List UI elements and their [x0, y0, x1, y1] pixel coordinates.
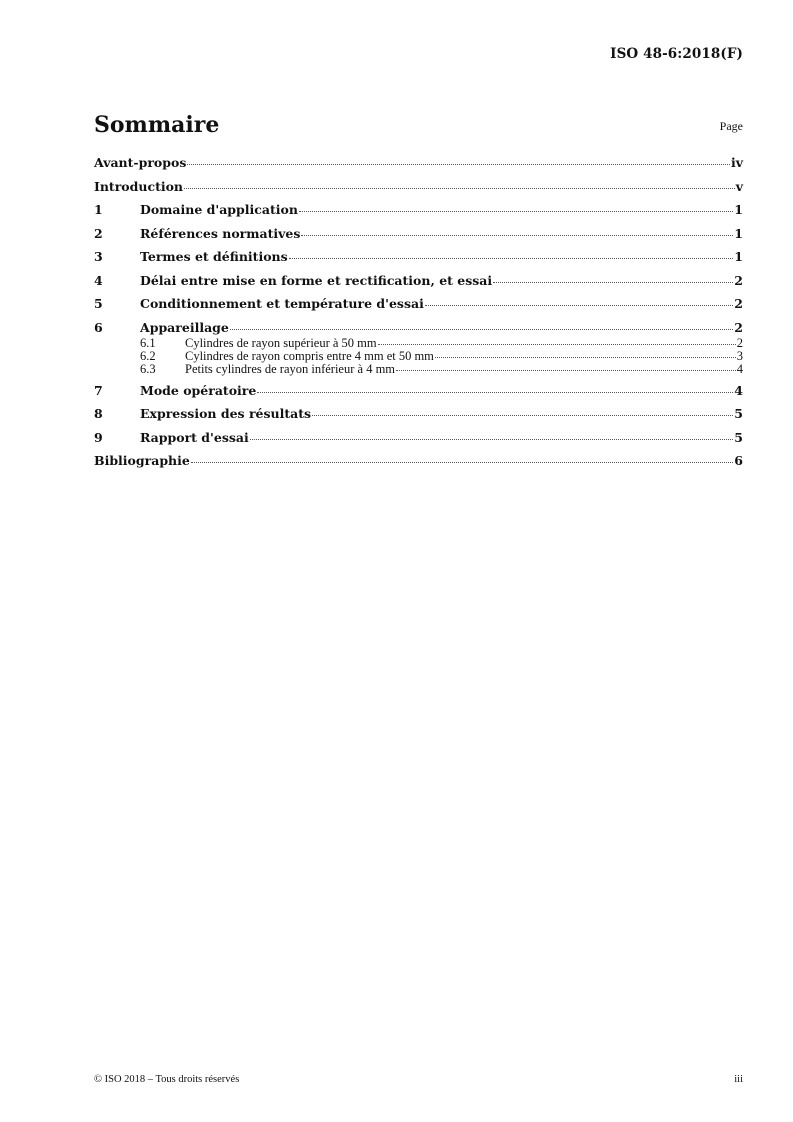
dot-leader	[378, 344, 736, 345]
toc-entry-2[interactable]	[94, 225, 743, 243]
toc-subentry-label: Cylindres de rayon supérieur à 50 mm	[185, 335, 377, 350]
toc-subentry-6-3[interactable]	[94, 363, 743, 376]
toc-entry-number: 5	[94, 296, 103, 311]
dot-leader	[184, 188, 735, 189]
toc-subentry-6-2[interactable]	[94, 350, 743, 363]
footer-page-number: iii	[734, 1074, 743, 1085]
toc-subentry-number: 6.3	[140, 362, 156, 377]
toc-subentry-page: 2	[736, 335, 743, 350]
toc-entry-number: 1	[94, 202, 103, 217]
toc-entry-label: Conditionnement et température d'essai	[140, 296, 424, 311]
dot-leader	[250, 439, 734, 440]
toc-entry-label: Mode opératoire	[140, 382, 257, 398]
toc-subentry-page: 3	[736, 348, 743, 363]
toc-entry-number: 4	[94, 272, 103, 288]
toc-entry-label: Domaine d'application	[140, 202, 298, 217]
dot-leader	[435, 357, 736, 358]
toc-entry-number: 7	[94, 382, 103, 398]
toc-entry-bibliographie[interactable]	[94, 452, 743, 470]
page-column-label: Page	[719, 119, 743, 133]
dot-leader	[396, 370, 736, 371]
toc-entry-5[interactable]	[94, 295, 743, 313]
toc-entry-introduction[interactable]	[94, 178, 743, 196]
toc-subentry-number: 6.2	[140, 348, 156, 363]
dot-leader	[312, 415, 733, 416]
toc-entry-label: Introduction	[94, 178, 184, 194]
toc-entry-label: Expression des résultats	[140, 406, 312, 422]
toc-entry-page: 5	[734, 429, 743, 445]
toc-entry-label: Bibliographie	[94, 453, 190, 469]
toc-subentry-page: 4	[736, 362, 743, 377]
document-id: ISO 48-6:2018(F)	[610, 46, 743, 62]
toc-entry-label: Appareillage	[140, 319, 229, 335]
toc-entry-page: 2	[734, 319, 743, 335]
toc-entry-label: Délai entre mise en forme et rectification, et essai	[140, 272, 493, 288]
toc-entry-page: 2	[734, 272, 743, 288]
toc-subentry-label: Petits cylindres de rayon inférieur à 4 mm	[185, 362, 396, 377]
toc-entry-number: 9	[94, 429, 103, 445]
dot-leader	[301, 235, 733, 236]
dot-leader	[187, 164, 730, 165]
toc-entry-label: Termes et définitions	[140, 249, 288, 264]
toc-entry-3[interactable]	[94, 248, 743, 266]
dot-leader	[257, 392, 733, 393]
toc-entry-page: 4	[734, 382, 743, 398]
toc-entry-number: 6	[94, 319, 103, 335]
toc-entry-page: 1	[734, 225, 743, 241]
dot-leader	[191, 462, 733, 463]
dot-leader	[230, 329, 733, 330]
toc-entry-number: 8	[94, 406, 103, 422]
toc-entry-number: 2	[94, 225, 103, 241]
toc-entry-6[interactable]	[94, 319, 743, 337]
toc-entry-page: iv	[730, 155, 743, 170]
toc-subentry-label: Cylindres de rayon compris entre 4 mm et 50 mm	[185, 348, 434, 363]
toc-entry-9[interactable]	[94, 429, 743, 447]
table-of-contents	[94, 154, 743, 470]
toc-entry-label: Références normatives	[140, 225, 301, 241]
toc-entry-page: 1	[734, 202, 743, 217]
toc-entry-page: v	[735, 178, 743, 194]
toc-entry-page: 6	[734, 453, 743, 469]
dot-leader	[289, 258, 734, 259]
toc-entry-4[interactable]	[94, 272, 743, 290]
dot-leader	[425, 305, 733, 306]
toc-entry-avant-propos[interactable]	[94, 154, 743, 172]
footer-copyright: © ISO 2018 – Tous droits réservés	[94, 1074, 240, 1085]
toc-entry-8[interactable]	[94, 405, 743, 423]
toc-entry-1[interactable]	[94, 201, 743, 219]
toc-entry-number: 3	[94, 249, 103, 264]
toc-entry-page: 2	[734, 296, 743, 311]
toc-entry-label: Rapport d'essai	[140, 429, 249, 445]
toc-entry-label: Avant-propos	[94, 155, 187, 170]
toc-entry-page: 5	[734, 406, 743, 422]
dot-leader	[493, 282, 733, 283]
toc-title: Sommaire	[94, 112, 220, 138]
dot-leader	[299, 211, 733, 212]
toc-subentry-6-1[interactable]	[94, 337, 743, 350]
toc-subentry-number: 6.1	[140, 335, 156, 350]
toc-entry-7[interactable]	[94, 382, 743, 400]
toc-entry-page: 1	[734, 249, 743, 264]
